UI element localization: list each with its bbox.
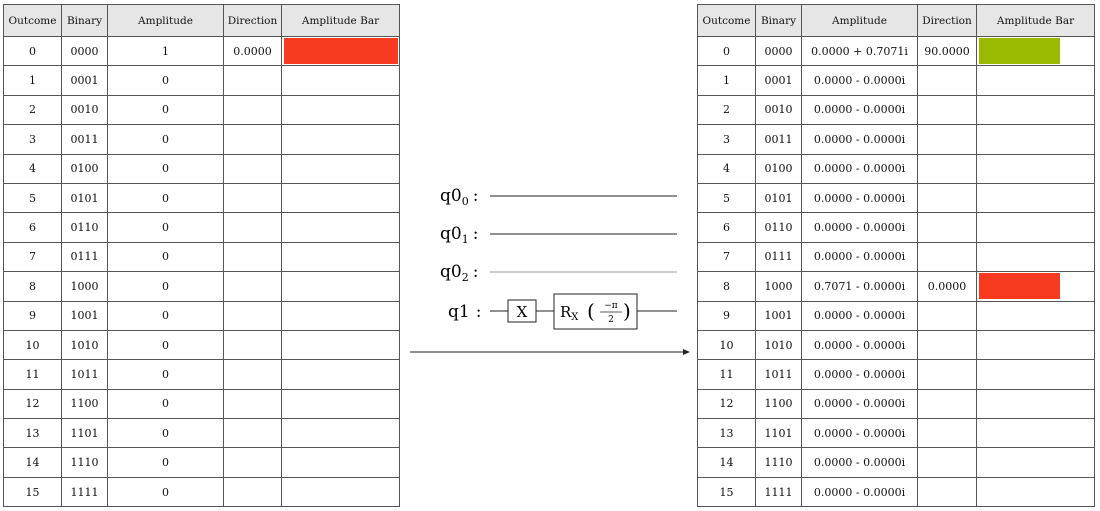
x-gate bbox=[508, 300, 536, 322]
binary-cell: 0111 bbox=[756, 242, 802, 271]
table-row bbox=[4, 125, 400, 154]
direction-cell bbox=[918, 448, 977, 477]
amplitude-bar-cell bbox=[282, 477, 400, 506]
amplitude-bar-cell bbox=[977, 125, 1095, 154]
amplitude-bar-cell bbox=[282, 330, 400, 359]
transition-arrow bbox=[410, 349, 690, 355]
outcome-cell: 10 bbox=[698, 330, 756, 359]
outcome-cell: 9 bbox=[4, 301, 62, 330]
amplitude-cell: 0 bbox=[108, 330, 224, 359]
binary-cell: 0000 bbox=[756, 37, 802, 66]
header-binary: Binary bbox=[62, 5, 108, 37]
binary-cell: 1110 bbox=[756, 448, 802, 477]
outcome-cell: 9 bbox=[698, 301, 756, 330]
amplitude-bar-cell bbox=[977, 330, 1095, 359]
amplitude-bar-cell bbox=[282, 66, 400, 95]
amplitude-bar-cell bbox=[977, 448, 1095, 477]
amplitude-bar-cell bbox=[977, 301, 1095, 330]
amplitude-cell: 0 bbox=[108, 448, 224, 477]
outcome-cell: 15 bbox=[4, 477, 62, 506]
binary-cell: 1010 bbox=[756, 330, 802, 359]
binary-cell: 0001 bbox=[756, 66, 802, 95]
outcome-cell: 15 bbox=[698, 477, 756, 506]
header-amplitude: Amplitude bbox=[802, 5, 918, 37]
direction-cell bbox=[224, 125, 282, 154]
direction-cell: 90.0000 bbox=[918, 37, 977, 66]
outcome-cell: 11 bbox=[698, 360, 756, 389]
amplitude-bar-cell bbox=[977, 37, 1095, 66]
direction-cell bbox=[918, 95, 977, 124]
outcome-cell: 5 bbox=[4, 183, 62, 212]
table-row bbox=[698, 95, 1095, 124]
binary-cell: 0010 bbox=[756, 95, 802, 124]
amplitude-cell: 0.0000 - 0.0000i bbox=[802, 242, 918, 271]
binary-cell: 0011 bbox=[756, 125, 802, 154]
direction-cell bbox=[224, 419, 282, 448]
binary-cell: 0100 bbox=[756, 154, 802, 183]
amplitude-cell: 0.0000 + 0.7071i bbox=[802, 37, 918, 66]
amplitude-bar-cell bbox=[977, 477, 1095, 506]
direction-cell bbox=[224, 389, 282, 418]
amplitude-bar-cell bbox=[282, 419, 400, 448]
amplitude-cell: 0 bbox=[108, 95, 224, 124]
outcome-cell: 2 bbox=[4, 95, 62, 124]
direction-cell: 0.0000 bbox=[224, 37, 282, 66]
amplitude-cell: 1 bbox=[108, 37, 224, 66]
outcome-cell: 0 bbox=[4, 37, 62, 66]
quantum-circuit bbox=[400, 160, 700, 360]
amplitude-bar-cell bbox=[282, 448, 400, 477]
table-row bbox=[698, 477, 1095, 506]
direction-cell bbox=[918, 66, 977, 95]
rx-gate bbox=[554, 294, 637, 329]
header-direction: Direction bbox=[224, 5, 282, 37]
amplitude-cell: 0 bbox=[108, 125, 224, 154]
table-row bbox=[698, 37, 1095, 66]
amplitude-bar-cell bbox=[977, 242, 1095, 271]
amplitude-cell: 0 bbox=[108, 272, 224, 301]
table-row bbox=[698, 154, 1095, 183]
amplitude-cell: 0 bbox=[108, 360, 224, 389]
outcome-cell: 8 bbox=[698, 272, 756, 301]
amplitude-bar-cell bbox=[282, 272, 400, 301]
outcome-cell: 12 bbox=[4, 389, 62, 418]
header-outcome: Outcome bbox=[698, 5, 756, 37]
outcome-cell: 14 bbox=[4, 448, 62, 477]
outcome-cell: 5 bbox=[698, 183, 756, 212]
amplitude-bar-cell bbox=[977, 389, 1095, 418]
amplitude-bar-cell bbox=[282, 125, 400, 154]
amplitude-cell: 0 bbox=[108, 301, 224, 330]
direction-cell bbox=[918, 125, 977, 154]
amplitude-cell: 0.0000 - 0.0000i bbox=[802, 66, 918, 95]
outcome-cell: 4 bbox=[4, 154, 62, 183]
amplitude-cell: 0.0000 - 0.0000i bbox=[802, 389, 918, 418]
binary-cell: 1000 bbox=[62, 272, 108, 301]
amplitude-bar bbox=[979, 273, 1060, 299]
amplitude-cell: 0.7071 - 0.0000i bbox=[802, 272, 918, 301]
wire-label-q0-0: $q0_0$ : bbox=[440, 186, 479, 208]
amplitude-bar-cell bbox=[977, 183, 1095, 212]
amplitude-cell: 0 bbox=[108, 389, 224, 418]
table-row bbox=[698, 448, 1095, 477]
svg-text:2: 2 bbox=[608, 315, 614, 325]
binary-cell: 1001 bbox=[756, 301, 802, 330]
table-row bbox=[4, 242, 400, 271]
amplitude-cell: 0.0000 - 0.0000i bbox=[802, 330, 918, 359]
table-row bbox=[4, 37, 400, 66]
direction-cell bbox=[224, 242, 282, 271]
direction-cell bbox=[224, 183, 282, 212]
direction-cell bbox=[224, 272, 282, 301]
table-row bbox=[4, 360, 400, 389]
statevector-table-before bbox=[3, 4, 400, 507]
binary-cell: 1011 bbox=[62, 360, 108, 389]
amplitude-bar-cell bbox=[977, 66, 1095, 95]
amplitude-bar-cell bbox=[977, 213, 1095, 242]
table-header-row bbox=[4, 5, 400, 37]
outcome-cell: 2 bbox=[698, 95, 756, 124]
amplitude-cell: 0 bbox=[108, 242, 224, 271]
binary-cell: 0110 bbox=[62, 213, 108, 242]
direction-cell bbox=[918, 419, 977, 448]
header-amplitude-bar: Amplitude Bar bbox=[282, 5, 400, 37]
direction-cell bbox=[224, 66, 282, 95]
binary-cell: 0111 bbox=[62, 242, 108, 271]
binary-cell: 1100 bbox=[62, 389, 108, 418]
amplitude-bar-cell bbox=[977, 419, 1095, 448]
amplitude-bar-cell bbox=[282, 242, 400, 271]
direction-cell bbox=[918, 301, 977, 330]
table-row bbox=[698, 66, 1095, 95]
amplitude-bar-cell bbox=[977, 95, 1095, 124]
direction-cell bbox=[918, 183, 977, 212]
binary-cell: 0110 bbox=[756, 213, 802, 242]
table-row bbox=[698, 360, 1095, 389]
amplitude-cell: 0.0000 - 0.0000i bbox=[802, 301, 918, 330]
outcome-cell: 13 bbox=[4, 419, 62, 448]
svg-text:X: X bbox=[516, 303, 528, 321]
binary-cell: 0011 bbox=[62, 125, 108, 154]
binary-cell: 0001 bbox=[62, 66, 108, 95]
header-outcome: Outcome bbox=[4, 5, 62, 37]
binary-cell: 0010 bbox=[62, 95, 108, 124]
wire-label-q1: q1 : bbox=[448, 302, 482, 322]
table-row bbox=[4, 272, 400, 301]
outcome-cell: 14 bbox=[698, 448, 756, 477]
amplitude-cell: 0 bbox=[108, 183, 224, 212]
outcome-cell: 12 bbox=[698, 389, 756, 418]
amplitude-cell: 0.0000 - 0.0000i bbox=[802, 419, 918, 448]
direction-cell bbox=[224, 477, 282, 506]
outcome-cell: 6 bbox=[698, 213, 756, 242]
amplitude-bar bbox=[284, 38, 398, 64]
wire-label-q0-2: $q0_2$ : bbox=[440, 262, 479, 284]
amplitude-cell: 0.0000 - 0.0000i bbox=[802, 213, 918, 242]
direction-cell: 0.0000 bbox=[918, 272, 977, 301]
table-row bbox=[4, 213, 400, 242]
table-header-row bbox=[698, 5, 1095, 37]
binary-cell: 1111 bbox=[756, 477, 802, 506]
outcome-cell: 11 bbox=[4, 360, 62, 389]
outcome-cell: 13 bbox=[698, 419, 756, 448]
amplitude-bar-cell bbox=[282, 213, 400, 242]
direction-cell bbox=[918, 389, 977, 418]
header-amplitude: Amplitude bbox=[108, 5, 224, 37]
table-row bbox=[4, 95, 400, 124]
table-row bbox=[4, 154, 400, 183]
wire-label-q0-1: $q0_1$ : bbox=[440, 224, 479, 246]
amplitude-cell: 0.0000 - 0.0000i bbox=[802, 477, 918, 506]
direction-cell bbox=[224, 154, 282, 183]
binary-cell: 1110 bbox=[62, 448, 108, 477]
amplitude-bar-cell bbox=[977, 154, 1095, 183]
amplitude-cell: 0 bbox=[108, 419, 224, 448]
direction-cell bbox=[224, 301, 282, 330]
outcome-cell: 3 bbox=[4, 125, 62, 154]
binary-cell: 0000 bbox=[62, 37, 108, 66]
outcome-cell: 1 bbox=[4, 66, 62, 95]
amplitude-cell: 0 bbox=[108, 477, 224, 506]
direction-cell bbox=[224, 330, 282, 359]
binary-cell: 1100 bbox=[756, 389, 802, 418]
rx-paren-open: ( bbox=[587, 299, 595, 323]
table-row bbox=[698, 213, 1095, 242]
amplitude-cell: 0.0000 - 0.0000i bbox=[802, 183, 918, 212]
direction-cell bbox=[918, 242, 977, 271]
direction-cell bbox=[224, 360, 282, 389]
rx-paren-close: ) bbox=[623, 299, 631, 323]
header-binary: Binary bbox=[756, 5, 802, 37]
table-row bbox=[698, 183, 1095, 212]
binary-cell: 1101 bbox=[62, 419, 108, 448]
amplitude-bar-cell bbox=[977, 360, 1095, 389]
amplitude-cell: 0.0000 - 0.0000i bbox=[802, 95, 918, 124]
table-row bbox=[698, 301, 1095, 330]
table-row bbox=[4, 301, 400, 330]
table-row bbox=[4, 477, 400, 506]
header-direction: Direction bbox=[918, 5, 977, 37]
outcome-cell: 4 bbox=[698, 154, 756, 183]
table-row bbox=[4, 448, 400, 477]
direction-cell bbox=[918, 360, 977, 389]
amplitude-cell: 0 bbox=[108, 154, 224, 183]
table-row bbox=[698, 419, 1095, 448]
amplitude-bar-cell bbox=[977, 272, 1095, 301]
table-row bbox=[4, 183, 400, 212]
outcome-cell: 10 bbox=[4, 330, 62, 359]
amplitude-cell: 0.0000 - 0.0000i bbox=[802, 448, 918, 477]
amplitude-bar-cell bbox=[282, 183, 400, 212]
amplitude-bar-cell bbox=[282, 154, 400, 183]
amplitude-bar-cell bbox=[282, 360, 400, 389]
binary-cell: 1101 bbox=[756, 419, 802, 448]
direction-cell bbox=[918, 154, 977, 183]
amplitude-cell: 0.0000 - 0.0000i bbox=[802, 154, 918, 183]
outcome-cell: 7 bbox=[4, 242, 62, 271]
amplitude-cell: 0.0000 - 0.0000i bbox=[802, 125, 918, 154]
outcome-cell: 3 bbox=[698, 125, 756, 154]
direction-cell bbox=[918, 477, 977, 506]
binary-cell: 1111 bbox=[62, 477, 108, 506]
amplitude-bar-cell bbox=[282, 37, 400, 66]
table-row bbox=[4, 330, 400, 359]
amplitude-bar-cell bbox=[282, 389, 400, 418]
outcome-cell: 7 bbox=[698, 242, 756, 271]
svg-text:RX: $R_X$ bbox=[560, 303, 579, 323]
binary-cell: 0101 bbox=[62, 183, 108, 212]
direction-cell bbox=[918, 330, 977, 359]
outcome-cell: 6 bbox=[4, 213, 62, 242]
table-row bbox=[4, 419, 400, 448]
table-row bbox=[4, 66, 400, 95]
table-row bbox=[4, 389, 400, 418]
outcome-cell: 8 bbox=[4, 272, 62, 301]
amplitude-cell: 0 bbox=[108, 213, 224, 242]
direction-cell bbox=[224, 448, 282, 477]
table-row bbox=[698, 272, 1095, 301]
binary-cell: 1001 bbox=[62, 301, 108, 330]
binary-cell: 0100 bbox=[62, 154, 108, 183]
outcome-cell: 0 bbox=[698, 37, 756, 66]
outcome-cell: 1 bbox=[698, 66, 756, 95]
direction-cell bbox=[918, 213, 977, 242]
binary-cell: 1011 bbox=[756, 360, 802, 389]
svg-text:−π: −π bbox=[604, 301, 618, 311]
amplitude-bar-cell bbox=[282, 301, 400, 330]
table-row bbox=[698, 125, 1095, 154]
table-row bbox=[698, 330, 1095, 359]
header-amplitude-bar: Amplitude Bar bbox=[977, 5, 1095, 37]
statevector-table-after bbox=[697, 4, 1095, 507]
table-row bbox=[698, 389, 1095, 418]
binary-cell: 0101 bbox=[756, 183, 802, 212]
binary-cell: 1010 bbox=[62, 330, 108, 359]
direction-cell bbox=[224, 95, 282, 124]
table-row bbox=[698, 242, 1095, 271]
amplitude-cell: 0.0000 - 0.0000i bbox=[802, 360, 918, 389]
direction-cell bbox=[224, 213, 282, 242]
amplitude-cell: 0 bbox=[108, 66, 224, 95]
binary-cell: 1000 bbox=[756, 272, 802, 301]
amplitude-bar-cell bbox=[282, 95, 400, 124]
amplitude-bar bbox=[979, 38, 1060, 64]
